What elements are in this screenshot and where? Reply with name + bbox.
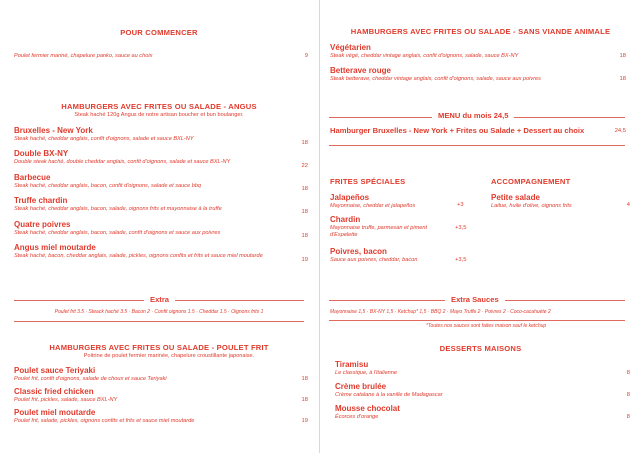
divider (329, 145, 625, 146)
menu-item-price: 18 (301, 140, 308, 146)
menu-item-desc: Steak betterave, cheddar vintage anglais, confit d'oignons, salade, sauce aux poivres (330, 75, 541, 82)
menu-item (330, 247, 455, 264)
menu-item (14, 149, 294, 166)
menu-item-price: 22 (301, 163, 308, 169)
menu-item-price: 4 (626, 202, 630, 208)
menu-item-price: 8 (626, 414, 630, 420)
menu-item-price: 18 (619, 53, 626, 59)
menu-item-price: +3 (457, 202, 464, 208)
menu-item-desc: Poulet frit, confit d'oignons, salade de choux et sauce Teriyaki (14, 375, 167, 382)
menu-item-desc: Mayonnaise, cheddar et jalapeños (330, 202, 416, 209)
menu-item (14, 196, 286, 213)
menu-item-name: Mousse chocolat (335, 404, 400, 413)
menu-item (14, 53, 284, 60)
section-title-frites-speciales: FRITES SPÉCIALES (330, 177, 406, 186)
menu-item (335, 404, 595, 421)
section-subtitle-poulet-frit: Poitrine de poulet fermier marinée, chapelure croustillante japonaise. (83, 353, 255, 359)
menu-item (14, 243, 289, 260)
page-fold (319, 0, 320, 453)
menu-item (14, 408, 286, 425)
menu-item (14, 366, 286, 383)
menu-item-price: +3,5 (455, 225, 467, 231)
menu-item (335, 360, 595, 377)
menu-item-price: 18 (301, 233, 308, 239)
menu-item-name: Végétarien (330, 43, 371, 52)
section-title-poulet-frit: HAMBURGERS AVEC FRITES OU SALADE - POULET FRIT (49, 343, 269, 352)
divider (14, 321, 304, 322)
menu-item-desc: Steak haché, cheddar anglais, bacon, salade, oignons frits et mayonnaise à la truffe (14, 205, 222, 212)
menu-item-desc: Steak haché, bacon, cheddar anglais, salade, pickles, oignons confits et frits et sauce miel moutarde (14, 252, 263, 259)
menu-item-name: Double BX-NY (14, 149, 69, 158)
menu-item-price: +3,5 (455, 257, 467, 263)
menu-item-name: Chardin (330, 215, 361, 224)
menu-item-name: Barbecue (14, 173, 51, 182)
menu-item-desc: Steak haché, cheddar anglais, confit d'oignons, salade et sauce BXL-NY (14, 135, 194, 142)
right-page (321, 0, 640, 453)
menu-item-desc: Steak végé, cheddar vintage anglais, confit d'oignons, salade, sauce BX-NY (330, 52, 519, 59)
menu-item-price: 18 (619, 76, 626, 82)
menu-du-mois-price: 24,5 (614, 128, 626, 134)
extra-prices-line: Poulet frit 3.5 · Steack haché 3.5 · Bacon 2 · Confit oignons 1.5 · Cheddar 1.5 · Oignons frits 1 (54, 309, 264, 315)
menu-item (491, 193, 621, 210)
menu-item (330, 66, 620, 83)
menu-item-price: 19 (301, 257, 308, 263)
menu-item-desc: Mayonnaise truffe, parmesan et piment d'Espelette (330, 224, 428, 238)
menu-item-price: 18 (301, 397, 308, 403)
menu-item-desc: Le classique, à l'italienne (335, 369, 398, 376)
menu-item-name: Tiramisu (335, 360, 369, 369)
menu-item-price: 18 (301, 186, 308, 192)
section-title-pour-commencer: POUR COMMENCER (120, 28, 198, 37)
menu-item-name: Truffe chardin (14, 196, 68, 205)
menu-item-name: Betterave rouge (330, 66, 391, 75)
menu-item-name: Angus miel moutarde (14, 243, 96, 252)
menu-item-name: Poivres, bacon (330, 247, 387, 256)
extra-sauces-line: Mayonnaise 1,5 · BX-NY 1,5 · Ketchup* 1,5 · BBQ 2 · Mayo Truffe 2 · Poivres 2 · Coco-cacahuète 2 (330, 309, 551, 315)
menu-item-desc: Steak haché, cheddar anglais, bacon, confit d'oignons, salade et sauce bbq (14, 182, 202, 189)
menu-item-name: Bruxelles - New York (14, 126, 93, 135)
menu-item-desc: Poulet frit, salade, pickles, oignons confits et frits et sauce miel moutarde (14, 417, 195, 424)
section-title-desserts: DESSERTS MAISONS (439, 344, 522, 353)
section-title-menu-du-mois: MENU du mois 24,5 (432, 111, 514, 120)
menu-item-desc: Poulet frit, pickles, salade, sauce BXL-NY (14, 396, 118, 403)
section-title-extra-sauces: Extra Sauces (445, 295, 505, 304)
menu-item (330, 193, 455, 210)
menu-item (335, 382, 595, 399)
menu-du-mois-line: Hamburger Bruxelles - New York + Frites ou Salade + Dessert au choix (330, 126, 585, 135)
divider (329, 320, 625, 321)
menu-item (14, 387, 286, 404)
menu-item-price: 9 (304, 53, 308, 59)
section-title-angus: HAMBURGERS AVEC FRITES OU SALADE - ANGUS (61, 102, 257, 111)
section-title-accompagnement: ACCOMPAGNEMENT (491, 177, 571, 186)
menu-item (14, 173, 286, 190)
menu-item-desc: Steak haché, cheddar anglais, bacon, salade, confit d'oignons et sauce aux poivres (14, 229, 221, 236)
menu-item-name: Quatre poivres (14, 220, 71, 229)
menu-item-name: Poulet sauce Teriyaki (14, 366, 96, 375)
menu-item-name: Petite salade (491, 193, 540, 202)
menu-item-price: 19 (301, 418, 308, 424)
left-page (0, 0, 318, 453)
menu-item-price: 8 (626, 392, 630, 398)
section-title-sans-viande: HAMBURGERS AVEC FRITES OU SALADE - SANS VIANDE ANIMALE (350, 27, 611, 36)
section-title-extra: Extra (144, 295, 175, 304)
menu-item-desc: Sauce aux poivres, cheddar, bacon (330, 256, 418, 263)
menu-item-price: 18 (301, 209, 308, 215)
menu-item-name: Classic fried chicken (14, 387, 94, 396)
menu-item-price: 18 (301, 376, 308, 382)
menu-item (14, 220, 286, 237)
menu-item-price: 8 (626, 370, 630, 376)
menu-item-desc: Laitue, huile d'olive, oignons frits (491, 202, 572, 209)
menu-item (330, 215, 430, 239)
menu-item (14, 126, 286, 143)
sauces-footnote: *Toutes nos sauces sont faites maison sauf le ketchup (426, 323, 547, 329)
menu-item-desc: Poulet fermier mariné, chapelure panko, sauce au choix (14, 53, 153, 59)
menu-item-name: Poulet miel moutarde (14, 408, 96, 417)
menu-item-desc: Écorces d'orange (335, 413, 379, 420)
menu-item-name: Crème brulée (335, 382, 387, 391)
menu-item (330, 43, 620, 60)
menu-item-desc: Crème catalane à la vanille de Madagascar (335, 391, 443, 398)
section-subtitle-angus: Steak haché 120g Angus de notre artisan boucher et bun boulanger. (74, 112, 244, 118)
menu-item-desc: Double steak haché, double cheddar anglais, confit d'oignons, salade et sauce BXL-NY (14, 158, 231, 165)
menu-item-name: Jalapeños (330, 193, 370, 202)
